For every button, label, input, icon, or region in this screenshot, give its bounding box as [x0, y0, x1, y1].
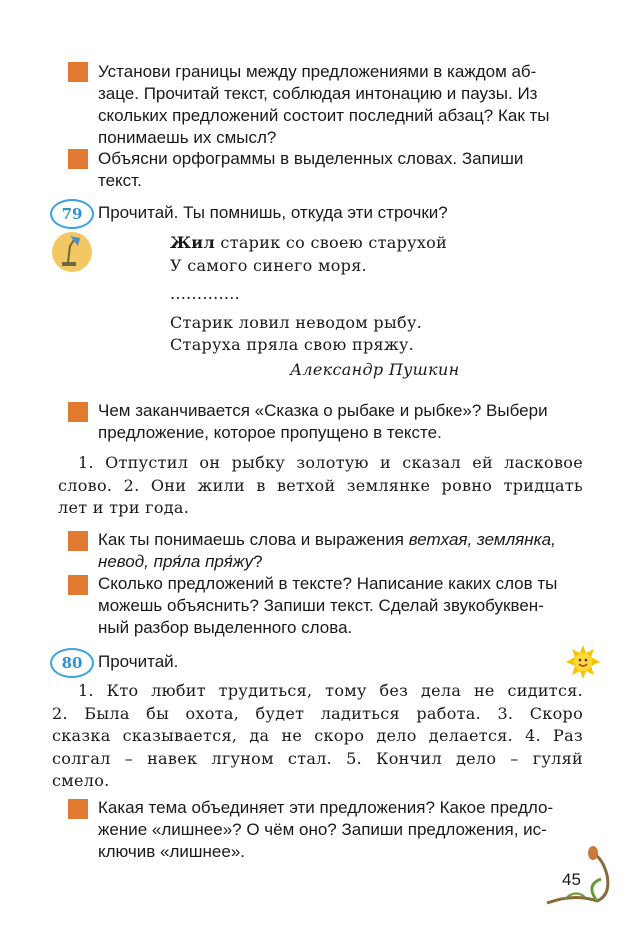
text-line: скольких предложений состоит последний абзац? Как ты — [98, 106, 550, 125]
task-text — [98, 400, 583, 444]
sun-icon — [566, 645, 600, 679]
exercise-number-badge: 79 — [50, 199, 94, 229]
task-bullet-icon — [68, 62, 88, 82]
task-bullet-icon — [68, 575, 88, 595]
poem-author: Александр Пушкин — [290, 360, 460, 379]
omission-dots: ............. — [170, 284, 241, 303]
text-line: старик со своею старухой — [215, 233, 448, 252]
options-paragraph — [58, 452, 583, 520]
text-line: Чем заканчивается «Сказка о рыбаке и рыбке»? Выбери — [98, 401, 548, 420]
text-line: ный разбор выделенного слова. — [98, 618, 353, 637]
text-line: 2. Была бы охота, будет ладиться работа. 3. Скоро — [52, 703, 583, 723]
task-text — [98, 529, 583, 573]
highlighted-word: Жил — [170, 233, 216, 252]
text-line: Объясни орфограммы в выделенных словах. Запиши — [98, 149, 524, 168]
text-line: Какая тема объединяет эти предложения? Какое предло- — [98, 798, 554, 817]
text-line: Старуха пряла свою пряжу. — [170, 335, 415, 354]
text-line: У самого синего моря. — [170, 255, 367, 275]
italic-words: невод, пря́ла пря́жу — [98, 552, 254, 571]
task-text — [98, 573, 583, 639]
text-line: Сколько предложений в тексте? Написание каких слов ты — [98, 574, 558, 593]
text-line: текст. — [98, 171, 142, 190]
task-text — [98, 61, 583, 149]
task-text — [98, 148, 583, 192]
exercise-prompt: Прочитай. Ты помнишь, откуда эти строчки? — [98, 203, 448, 222]
text-line: жение «лишнее»? О чём оно? Запиши предложения, ис- — [98, 820, 547, 839]
poem — [170, 232, 447, 357]
text-line: предложение, которое пропущено в тексте. — [98, 423, 442, 442]
task-bullet-icon — [68, 402, 88, 422]
exercise-prompt: Прочитай. — [98, 652, 179, 671]
text-line: Старик ловил неводом рыбу. — [170, 312, 423, 332]
text-line: 1. Отпустил он рыбку золотую и сказал ей ласковое — [78, 453, 583, 472]
text-line: лет и три года. — [58, 498, 190, 517]
text-line: понимаешь их смысл? — [98, 128, 277, 147]
task-bullet-icon — [68, 799, 88, 819]
text-line: Установи границы между предложениями в каждом аб- — [98, 62, 537, 81]
task-text — [98, 797, 583, 863]
text-span: ? — [253, 552, 263, 571]
italic-words: ветхая, землянка, — [408, 530, 556, 549]
text-line: солгал – навек лгуном стал. 5. Кончил дело – гуляй — [52, 748, 583, 768]
task-bullet-icon — [68, 531, 88, 551]
text-line: ключив «лишнее». — [98, 842, 246, 861]
text-line: можешь объяснить? Запиши текст. Сделай звукобуквен- — [98, 596, 544, 615]
exercise-number-badge: 80 — [50, 648, 94, 678]
task-bullet-icon — [68, 149, 88, 169]
text-line: заце. Прочитай текст, соблюдая интонацию и паузы. Из — [98, 84, 538, 103]
page-number: 45 — [562, 870, 581, 889]
proverbs-paragraph — [52, 680, 583, 793]
text-line: слово. 2. Они жили в ветхой землянке ровно тридцать — [58, 475, 583, 495]
text-line: сказка сказывается, да не скоро дело делается. 4. Раз — [52, 726, 583, 745]
text-line: 1. Кто любит трудиться, тому без дела не сидится. — [78, 681, 583, 700]
text-span: Как ты понимаешь слова и выражения — [98, 530, 409, 549]
text-line: смело. — [52, 771, 110, 790]
lamp-icon — [52, 232, 92, 272]
ornament-icon — [545, 845, 615, 910]
